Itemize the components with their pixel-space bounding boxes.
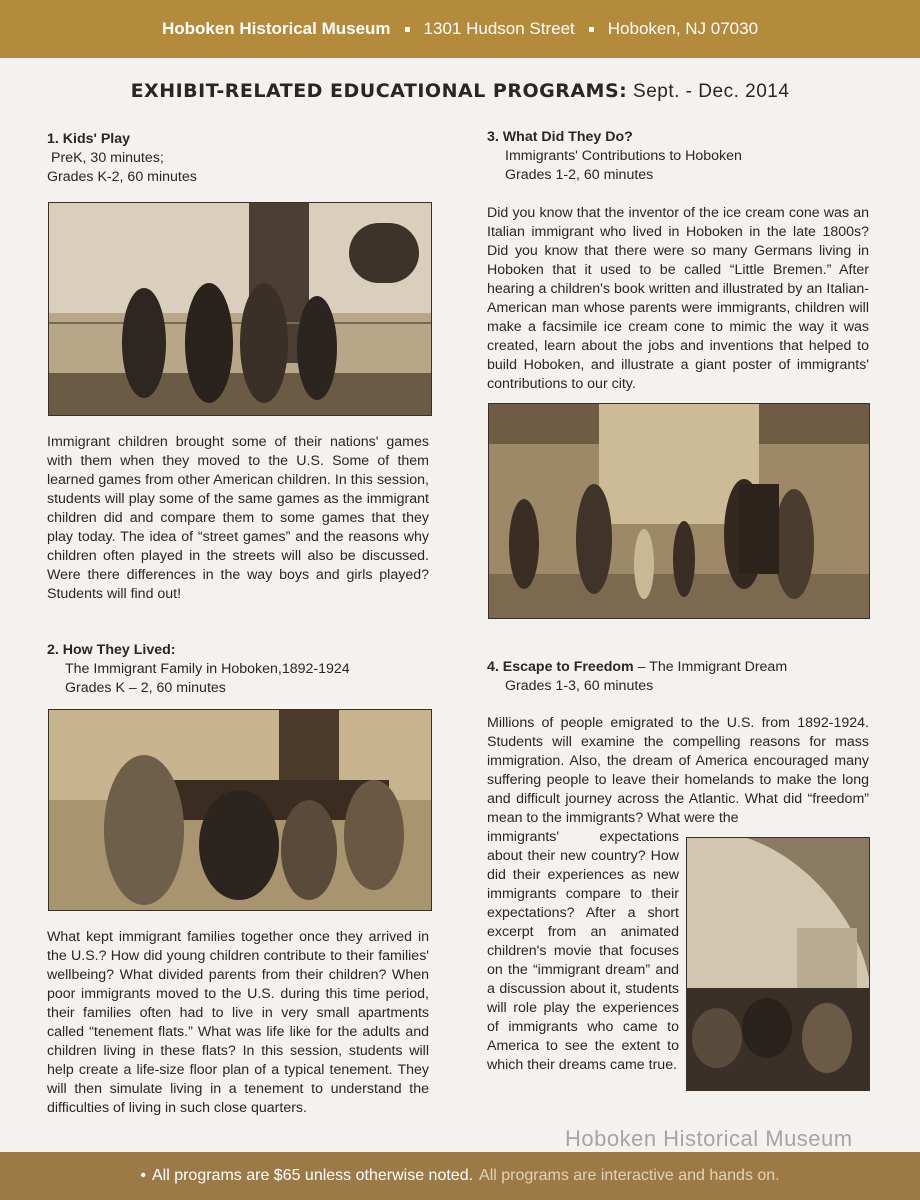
program-2-detail: The Immigrant Family in Hoboken,1892-1924 <box>65 661 350 677</box>
program-1-detail: Grades K-2, 60 minutes <box>47 169 197 185</box>
watermark: Hoboken Historical Museum <box>565 1126 853 1151</box>
program-3-description: Did you know that the inventor of the ice cream cone was an Italian immigrant who lived in Hoboken in the late 1800s? Did you know that there were so many Germans living in Hoboken that it used to be called “Little Bremen.” After hearing a children's book written and illustrated by an Italian-American man whose parents were immigrants, children will make a facsimile ice cream cone to mimic the way it was created, learn about the jobs and inventions that helped to build Hoboken, and illustrate a giant poster of immigrants' contributions to our city. <box>487 205 869 392</box>
program-1-heading: 1. Kids' Play <box>47 131 131 147</box>
program-3-header <box>487 128 877 185</box>
workshop-workers-photo <box>488 403 870 619</box>
footer-bar <box>0 1152 920 1200</box>
title-main: EXHIBIT-RELATED EDUCATIONAL PROGRAMS: <box>130 80 628 102</box>
header-bar <box>0 0 920 58</box>
family-at-table-photo <box>48 709 432 911</box>
children-on-ship-deck-photo <box>48 202 432 416</box>
program-4-heading: 4. Escape to Freedom <box>487 659 634 675</box>
program-2-heading: 2. How They Lived: <box>47 642 176 658</box>
footer-bullet: • <box>140 1167 146 1184</box>
page-title <box>0 80 920 103</box>
program-4-description-cont: immigrants' expectations about their new country? How did their experiences as new immigrants compare to their expectations? After a short excerpt from an animated children's movie that focuses on the “immigrant dream” and a discussion about it, students will role play the experiences of immigrants who came to America to see the extent to which their dreams came true. <box>487 829 679 1073</box>
museum-city: Hoboken, NJ 07030 <box>607 19 759 38</box>
program-1-header <box>47 130 427 187</box>
program-1-detail: PreK, 30 minutes; <box>51 150 164 166</box>
program-3-detail: Grades 1-2, 60 minutes <box>505 167 654 183</box>
immigrants-on-ship-photo <box>686 837 870 1091</box>
title-dates: Sept. - Dec. 2014 <box>633 81 790 102</box>
program-2-detail: Grades K – 2, 60 minutes <box>65 680 226 696</box>
separator-dot <box>405 27 410 32</box>
program-3-detail: Immigrants' Contributions to Hoboken <box>505 148 742 164</box>
program-4-header <box>487 658 887 696</box>
program-3-heading: 3. What Did They Do? <box>487 129 633 145</box>
footer-price-note: All programs are $65 unless otherwise noted. <box>151 1167 474 1184</box>
museum-name: Hoboken Historical Museum <box>161 19 391 38</box>
program-2-header <box>47 641 447 698</box>
program-2-description: What kept immigrant families together once they arrived in the U.S.? How did young children contribute to their families' wellbeing? What divided parents from their children? When poor immigrants moved to the U.S. during this time period, their families often had to live in very small apartments called “tenement flats.” What was life like for the adults and children living in these flats? In this session, students will help create a life-size floor plan of a typical tenement. They will then simulate living in a tenement to understand the difficulties of living in such close quarters. <box>47 929 429 1116</box>
program-4-detail: Grades 1-3, 60 minutes <box>505 678 654 694</box>
program-4-heading-tail: – The Immigrant Dream <box>633 659 788 675</box>
program-1-description: Immigrant children brought some of their nations' games with them when they moved to the U.S. Some of them learned games from other American children. In this session, students will play some of the same games as the immigrant children did and compare them to some games that they play today. The idea of “street games” and the reasons why children often played in the streets will also be discussed. Were there differences in the way boys and girls played? Students will find out! <box>47 434 429 602</box>
footer-interactive-note: All programs are interactive and hands on. <box>479 1167 780 1184</box>
museum-address: 1301 Hudson Street <box>423 19 575 38</box>
separator-dot <box>589 27 594 32</box>
program-4-description: Millions of people emigrated to the U.S. from 1892-1924. Students will examine the compelling reasons for mass immigration. Also, the dream of America encouraged many suffering people to leave their homelands to make the long and difficult journey across the Atlantic. What did “freedom” mean to the immigrants? What were the <box>487 715 869 826</box>
